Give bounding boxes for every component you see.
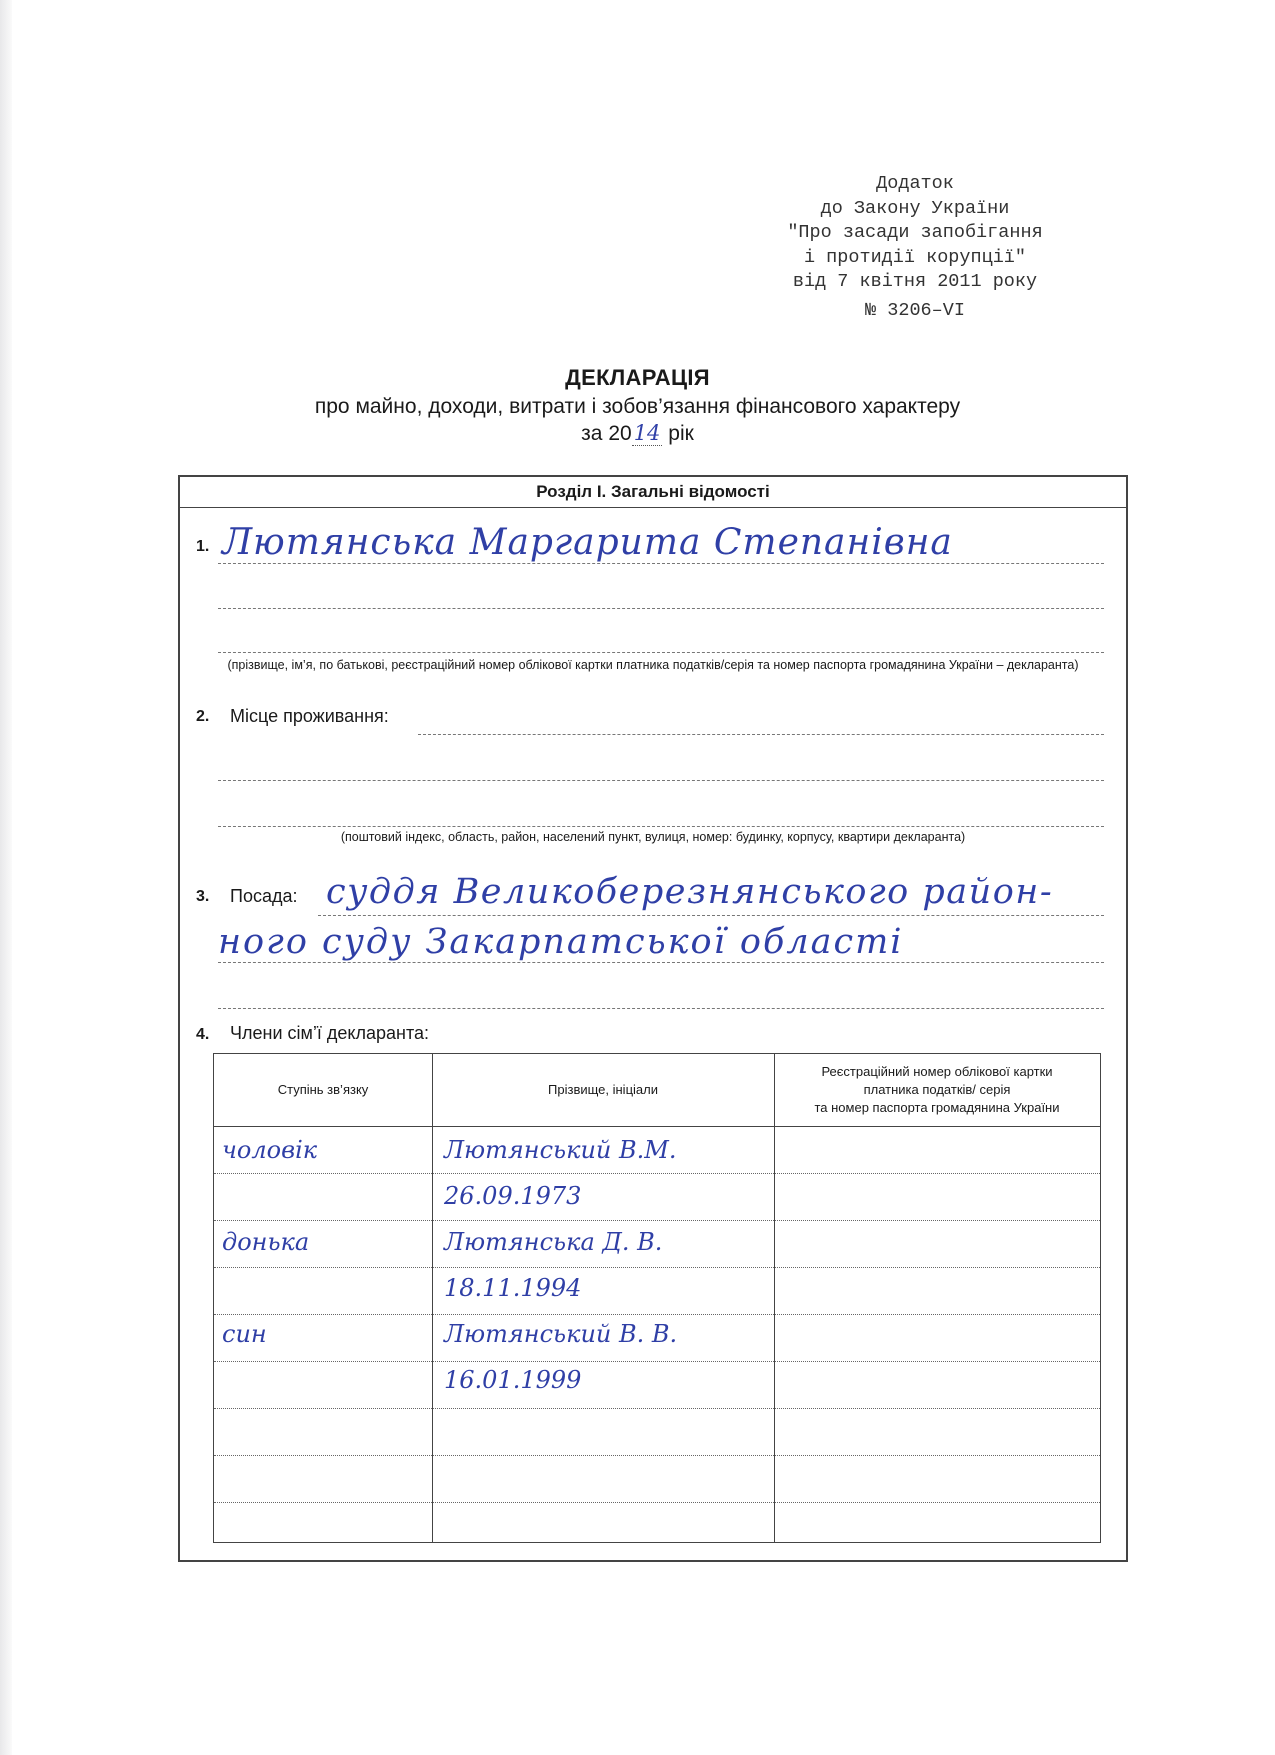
item3-line [218,962,1104,963]
position-line2-handwritten: ного суду Закарпатської області [218,922,904,962]
item1-caption: (прізвище, ім’я, по батькові, реєстраційний номер облікової картки платника податків/серія та номер паспорта громадянина України – декларанта) [227,658,1079,672]
item1-line [218,608,1104,609]
position-line1-handwritten: суддя Великоберезнянського район- [326,872,1054,912]
item2-number: 2. [196,708,210,725]
declaration-subtitle: про майно, доходи, витрати і зобов’язання фінансового характеру [314,395,961,418]
item2-caption: (поштовий індекс, область, район, населений пункт, вулиця, номер: будинку, корпусу, квартири декларанта) [340,830,966,844]
appendix-line: Додаток [876,173,954,194]
item2-line [418,734,1104,735]
appendix-line: і протидії корупції" [803,246,1027,268]
column-divider [774,1054,775,1542]
residence-label: Місце проживання: [230,706,389,726]
member-name: Лютянський В.М. [444,1136,677,1164]
row-divider [214,1267,1100,1268]
column-header-name: Прізвище, ініціали [548,1082,658,1097]
row-divider [214,1455,1100,1456]
declaration-year [0,421,1275,446]
member-birthdate: 18.11.1994 [444,1274,582,1302]
item3-line [318,915,1104,916]
member-name: Лютянська Д. В. [444,1228,663,1256]
year-prefix: за 20 [581,422,632,445]
row-divider [214,1361,1100,1362]
column-header-relation: Ступінь зв’язку [277,1082,369,1097]
item3-line [218,1008,1104,1009]
column-header-id [774,1054,1100,1126]
column-header-id-line: та номер паспорта громадянина України [814,1100,1060,1115]
section-header: Розділ І. Загальні відомості [536,482,770,501]
member-relation: син [222,1320,267,1348]
item1-number: 1. [196,538,210,555]
item2-line [218,780,1104,781]
family-members-label: Члени сім’ї декларанта: [230,1023,430,1043]
item1-line [218,652,1104,653]
row-divider [214,1502,1100,1503]
column-header-id-line: платника податків/ серія [863,1082,1011,1097]
row-divider [214,1220,1100,1221]
year-handwritten: 14 [633,421,661,445]
row-divider [214,1173,1100,1174]
declarant-name-handwritten: Лютянська Маргарита Степанівна [222,522,953,563]
member-name: Лютянський В. В. [444,1320,678,1348]
row-divider [214,1408,1100,1409]
row-divider [214,1314,1100,1315]
position-label: Посада: [230,886,298,906]
item1-line [218,563,1104,564]
family-members-table [213,1053,1101,1543]
appendix-note [740,172,1090,323]
appendix-line: № 3206–VI [865,299,965,321]
section-header-divider [178,507,1128,508]
appendix-line: від 7 квітня 2011 року [792,271,1038,292]
appendix-line: "Про засади запобігання [787,222,1043,243]
table-header-divider [214,1126,1100,1127]
item2-line [218,826,1104,827]
declaration-title: ДЕКЛАРАЦІЯ [565,365,710,390]
member-relation: донька [222,1228,310,1256]
column-divider [432,1054,433,1542]
scan-edge [0,0,12,1755]
column-header-id-line: Реєстраційний номер облікової картки [821,1064,1053,1079]
item3-number: 3. [196,888,210,905]
member-relation: чоловік [222,1136,318,1164]
year-suffix: рік [668,422,694,445]
member-birthdate: 26.09.1973 [444,1182,582,1210]
appendix-line: до Закону України [820,197,1010,219]
member-birthdate: 16.01.1999 [444,1366,582,1394]
item4-number: 4. [196,1026,210,1043]
